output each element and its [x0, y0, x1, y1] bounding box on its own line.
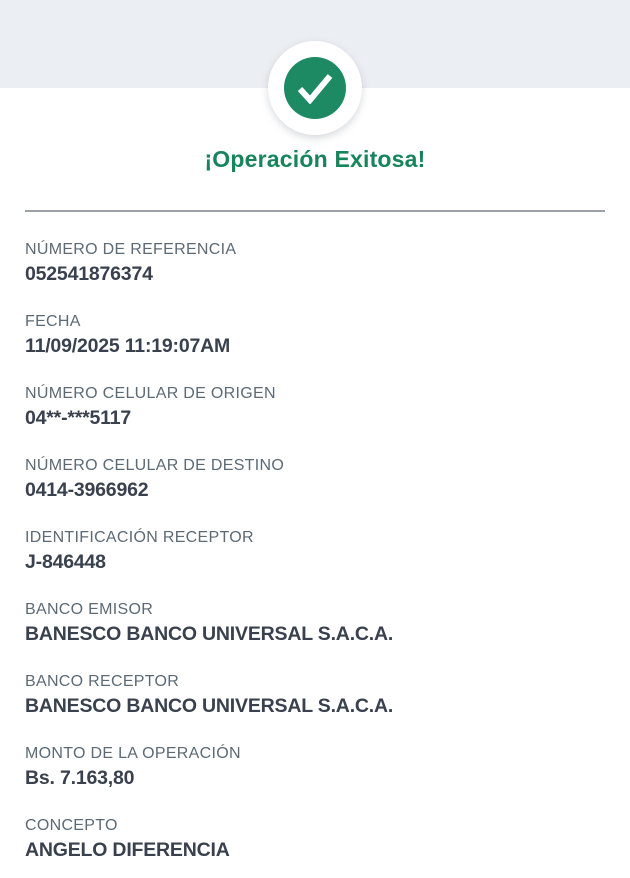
- field-label: NÚMERO DE REFERENCIA: [25, 241, 237, 258]
- field-row-destination-phone: [25, 454, 605, 503]
- field-row-issuer-bank: [25, 598, 605, 647]
- field-row-date: [25, 310, 605, 359]
- field-value: BANESCO BANCO UNIVERSAL S.A.C.A.: [25, 623, 394, 645]
- field-value: 04**-***5117: [25, 407, 132, 429]
- field-label: CONCEPTO: [25, 817, 118, 834]
- field-label: FECHA: [25, 313, 81, 330]
- field-row-concept: [25, 814, 605, 863]
- field-label: BANCO EMISOR: [25, 601, 154, 618]
- field-label: NÚMERO CELULAR DE ORIGEN: [25, 385, 276, 402]
- field-label: BANCO RECEPTOR: [25, 673, 180, 690]
- field-value: ANGELO DIFERENCIA: [25, 839, 230, 861]
- field-value: 0414-3966962: [25, 479, 149, 501]
- success-title: ¡Operación Exitosa!: [204, 146, 426, 172]
- field-value: 11/09/2025 11:19:07AM: [25, 335, 231, 357]
- field-row-amount: [25, 742, 605, 791]
- field-label: MONTO DE LA OPERACIÓN: [25, 745, 241, 762]
- field-value: J-846448: [25, 551, 106, 573]
- divider: [25, 210, 605, 212]
- field-row-receiver-id: [25, 526, 605, 575]
- field-value: BANESCO BANCO UNIVERSAL S.A.C.A.: [25, 695, 394, 717]
- field-row-origin-phone: [25, 382, 605, 431]
- field-label: IDENTIFICACIÓN RECEPTOR: [25, 529, 254, 546]
- field-value: Bs. 7.163,80: [25, 767, 135, 789]
- check-circle: [284, 57, 346, 119]
- field-value: 052541876374: [25, 263, 153, 285]
- field-row-receiver-bank: [25, 670, 605, 719]
- check-icon: [296, 72, 334, 104]
- receipt-fields: [25, 238, 605, 863]
- field-label: NÚMERO CELULAR DE DESTINO: [25, 457, 285, 474]
- field-row-reference: [25, 238, 605, 287]
- success-badge: [268, 41, 362, 135]
